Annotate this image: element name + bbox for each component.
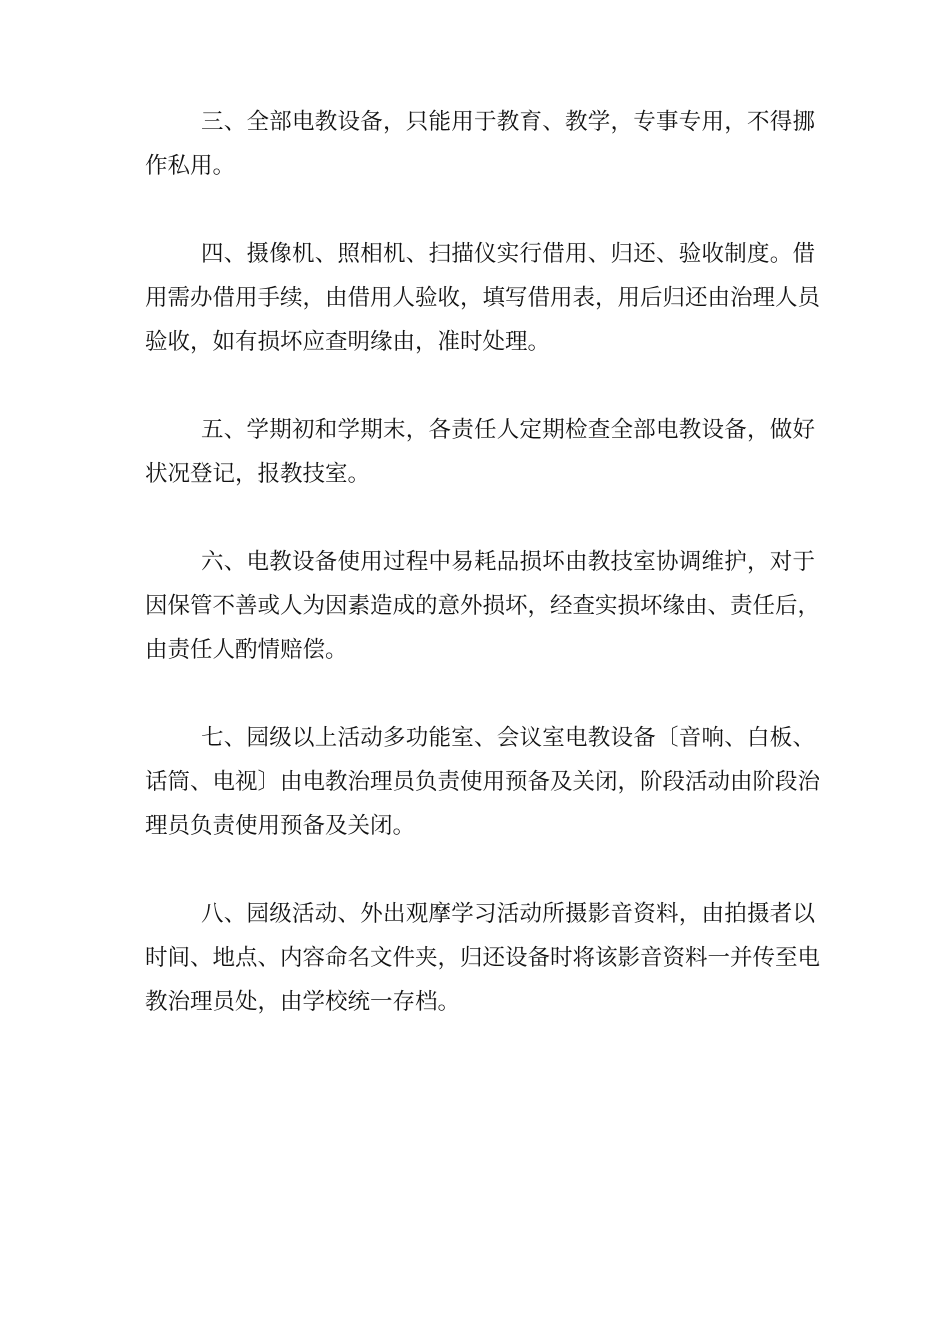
paragraph-line: 六、电教设备使用过程中易耗品损坏由教技室协调维护，对于 <box>201 549 815 575</box>
paragraph-line: 四、摄像机、照相机、扫描仪实行借用、归还、验收制度。借 <box>201 241 815 267</box>
paragraph-rule-6 <box>145 540 821 672</box>
paragraph-line: 三、全部电教设备，只能用于教育、教学，专事专用，不得挪 <box>201 109 815 135</box>
paragraph-line: 作私用。 <box>145 153 236 179</box>
paragraph-line: 因保管不善或人为因素造成的意外损坏，经查实损坏缘由、责任后， <box>145 593 821 619</box>
paragraph-line: 用需办借用手续，由借用人验收，填写借用表，用后归还由治理人员 <box>145 285 821 311</box>
paragraph-line: 状况登记，报教技室。 <box>145 461 371 487</box>
paragraph-rule-4 <box>145 232 821 364</box>
paragraph-rule-3 <box>145 100 815 188</box>
paragraph-line: 理员负责使用预备及关闭。 <box>145 813 416 839</box>
paragraph-line: 五、学期初和学期末，各责任人定期检查全部电教设备，做好 <box>201 417 815 443</box>
paragraph-line: 八、园级活动、外出观摩学习活动所摄影音资料，由拍摄者以 <box>201 901 815 927</box>
paragraph-line: 七、园级以上活动多功能室、会议室电教设备〔音响、白板、 <box>201 725 815 751</box>
paragraph-rule-8 <box>145 892 821 1024</box>
paragraph-line: 验收，如有损坏应查明缘由，准时处理。 <box>145 329 551 355</box>
paragraph-line: 由责任人酌情赔偿。 <box>145 637 348 663</box>
paragraph-rule-7 <box>145 716 821 848</box>
paragraph-line: 教治理员处，由学校统一存档。 <box>145 989 461 1015</box>
paragraph-rule-5 <box>145 408 815 496</box>
paragraph-line: 时间、地点、内容命名文件夹，归还设备时将该影音资料一并传至电 <box>145 945 821 971</box>
paragraph-line: 话筒、电视〕由电教治理员负责使用预备及关闭，阶段活动由阶段治 <box>145 769 821 795</box>
